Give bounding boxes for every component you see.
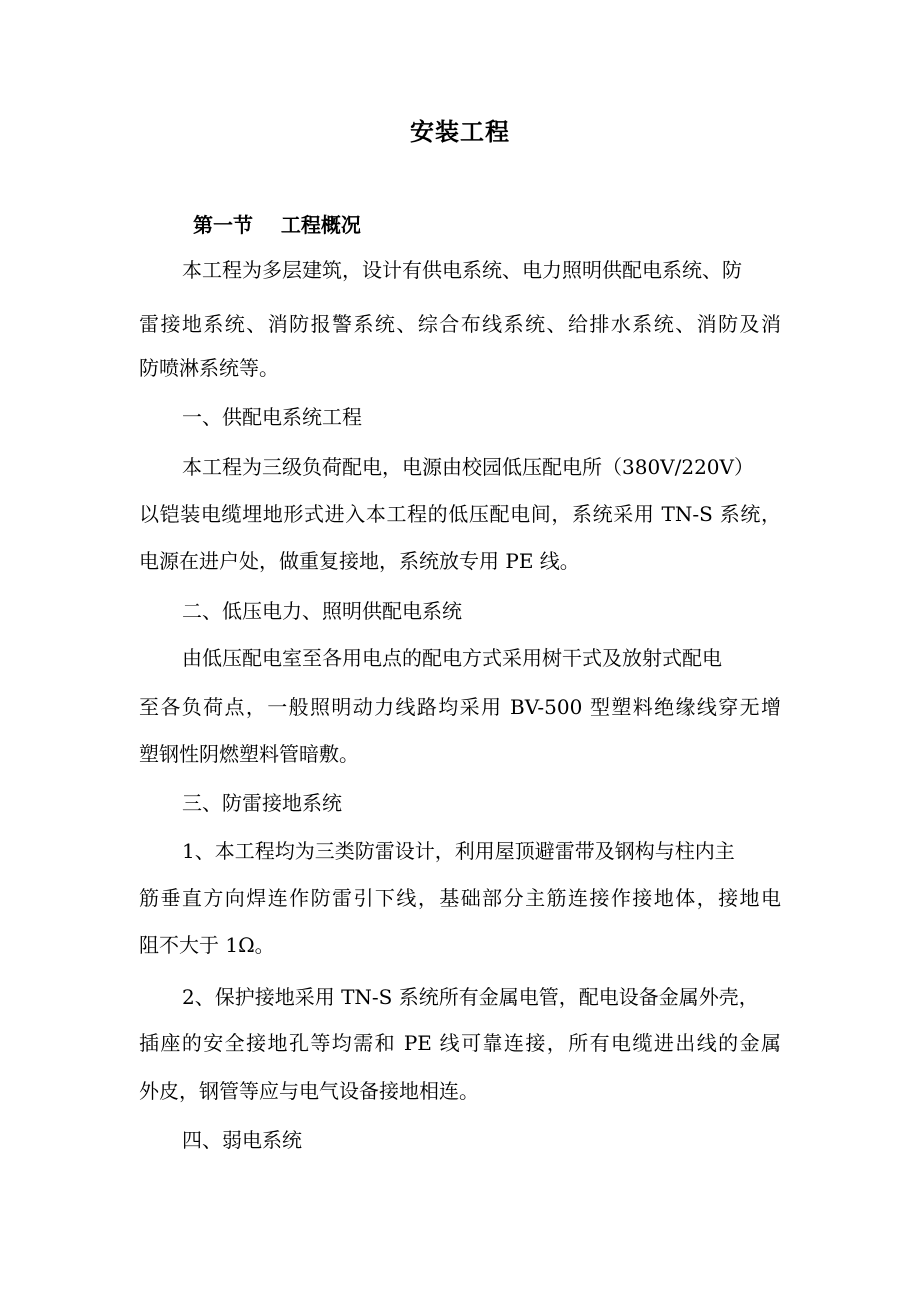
paragraph-line: 本工程为多层建筑，设计有供电系统、电力照明供配电系统、防 [182,258,742,282]
paragraph-line: 防喷淋系统等。 [139,356,279,380]
paragraph-line: 以铠装电缆埋地形式进入本工程的低压配电间，系统采用 TN-S 系统， [139,502,781,526]
paragraph-line: 由低压配电室至各用电点的配电方式采用树干式及放射式配电 [182,646,722,670]
paragraph-line: 阻不大于 1Ω。 [139,933,275,957]
document-title: 安装工程 [410,117,510,146]
paragraph-line: 本工程为三级负荷配电，电源由校园低压配电所（380V/220V） [182,455,754,479]
paragraph-line: 外皮，钢管等应与电气设备接地相连。 [139,1079,479,1103]
section-heading: 第一节 工程概况 [193,213,361,237]
paragraph-line: 1、本工程均为三类防雷设计，利用屋顶避雷带及钢构与柱内主 [182,839,735,863]
paragraph-line: 筋垂直方向焊连作防雷引下线，基础部分主筋连接作接地体，接地电 [139,886,781,910]
paragraph-line: 雷接地系统、消防报警系统、综合布线系统、给排水系统、消防及消 [139,312,781,336]
subsection-heading: 二、低压电力、照明供配电系统 [182,599,462,623]
subsection-heading: 四、弱电系统 [182,1128,302,1152]
paragraph-line: 插座的安全接地孔等均需和 PE 线可靠连接，所有电缆进出线的金属 [139,1031,781,1055]
paragraph-line: 电源在进户处，做重复接地，系统放专用 PE 线。 [139,549,580,573]
subsection-heading: 一、供配电系统工程 [182,405,362,429]
paragraph-line: 塑钢性阴燃塑料管暗敷。 [139,742,359,766]
paragraph-line: 2、保护接地采用 TN-S 系统所有金属电管，配电设备金属外壳， [182,985,759,1009]
subsection-heading: 三、防雷接地系统 [182,791,342,815]
paragraph-line: 至各负荷点，一般照明动力线路均采用 BV-500 型塑料绝缘线穿无增 [139,695,781,719]
